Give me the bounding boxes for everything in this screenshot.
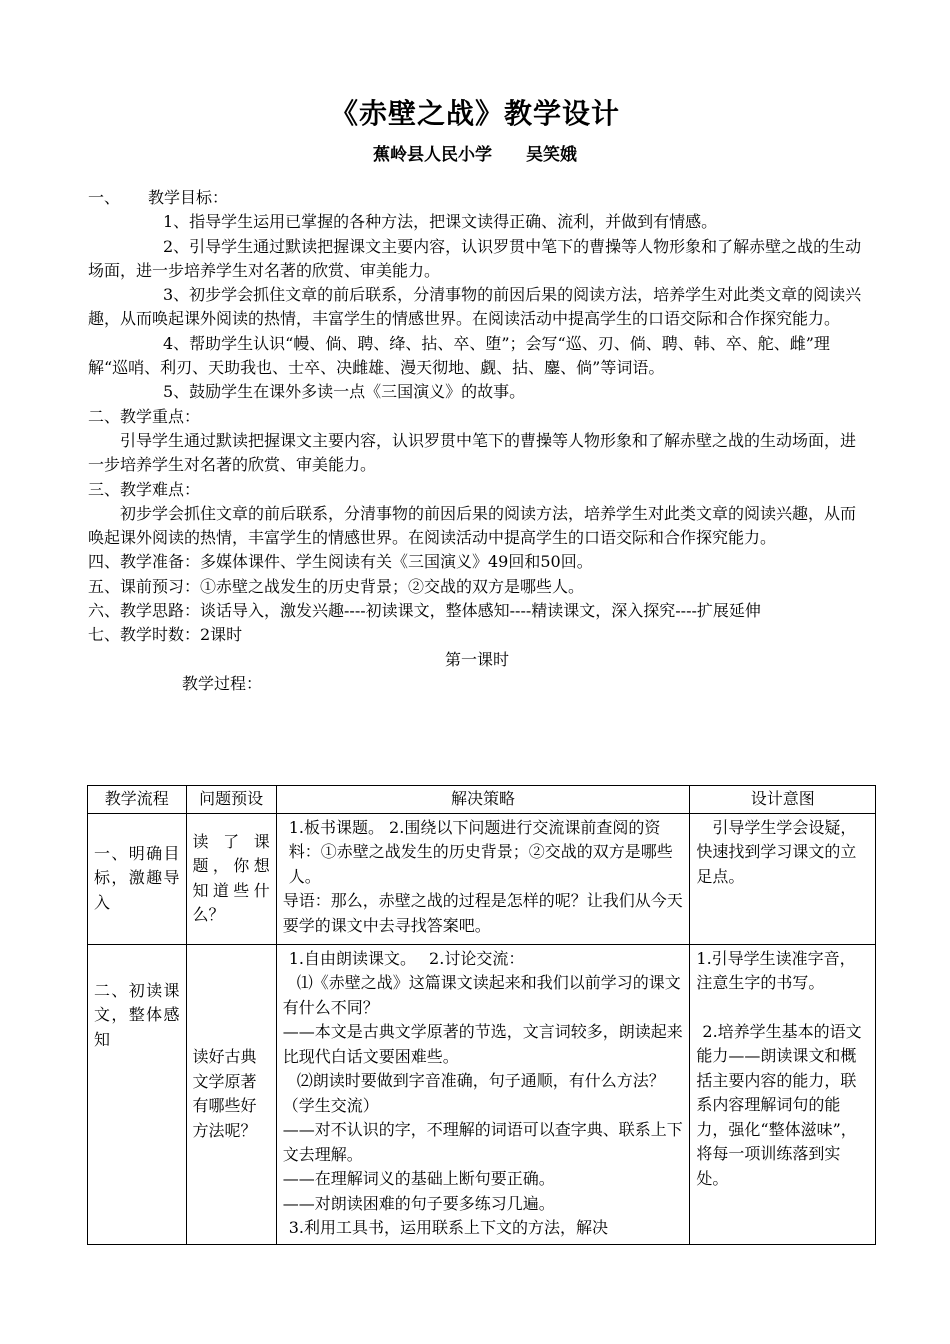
objectives-heading: 一、 教学目标： xyxy=(88,188,229,207)
objective-item: 5、鼓励学生在课外多读一点《三国演义》的故事。 xyxy=(163,382,526,402)
objective-item: 1、指导学生运用已掌握的各种方法，把课文读得正确、流利，并做到有情感。 xyxy=(163,212,718,232)
hours-line: 七、教学时数：2课时 xyxy=(88,625,243,645)
stage-cell: 一、明确目标，激趣导入 xyxy=(88,813,187,944)
preview-line: 五、课前预习：①赤壁之战发生的历史背景；②交战的双方是哪些人。 xyxy=(88,576,585,596)
header-intent: 设计意图 xyxy=(690,786,876,814)
objective-item: 3、初步学会抓住文章的前后联系，分清事物的前因后果的阅读方法，培养学生对此类文章的阅读兴趣，从而唤起课外阅读的热情，丰富学生的情感世界。在阅读活动中提高学生的口语交际和合作探究能力。 xyxy=(88,285,862,329)
question-cell: 读了课题，你想知道些什么？ xyxy=(186,813,276,944)
key-point-heading: 二、教学重点： xyxy=(88,406,201,426)
lesson-plan-table xyxy=(87,785,876,1245)
preparation-line: 四、教学准备：多媒体课件、学生阅读有关《三国演义》49回和50回。 xyxy=(88,552,593,572)
question-cell: 读好古典文学原著有哪些好方法呢？ xyxy=(186,944,276,1244)
table-row xyxy=(88,813,876,944)
header-stage: 教学流程 xyxy=(88,786,187,814)
lesson-title: 第一课时 xyxy=(444,649,509,669)
objective-item: 4、帮助学生认识“幔、倘、聘、绛、拈、卒、堕”；会写“巡、刃、倘、聘、韩、卒、舵、雌”理解“巡哨、利刃、天助我也、士卒、决雌雄、漫天彻地、觑、拈、鏖、倘”等词语。 xyxy=(88,333,830,378)
header-question: 问题预设 xyxy=(186,786,276,814)
approach-line: 六、教学思路：谈话导入，激发兴趣----初读课文，整体感知----精读课文，深入探究----扩展延伸 xyxy=(88,601,761,621)
document-body xyxy=(88,186,866,696)
strategy-cell: 1.板书课题。 2.围绕以下问题进行交流课前查阅的资料：①赤壁之战发生的历史背景；②交战的双方是哪些人。 导语：那么，赤壁之战的过程是怎样的呢？让我们从今天要学的课文中去寻找答案吧。 xyxy=(276,813,690,944)
header-strategy: 解决策略 xyxy=(276,786,690,814)
table-header-row xyxy=(88,786,876,814)
intent-cell: 引导学生学会设疑，快速找到学习课文的立足点。 xyxy=(690,813,876,944)
subtitle xyxy=(0,140,950,165)
difficulty-heading: 三、教学难点： xyxy=(88,479,201,499)
stage-cell: 二、初读课文，整体感知 xyxy=(88,944,187,1244)
table-row xyxy=(88,944,876,1244)
key-point-text: 引导学生通过默读把握课文主要内容，认识罗贯中笔下的曹操等人物形象和了解赤壁之战的生动场面，进一步培养学生对名著的欣赏、审美能力。 xyxy=(88,430,857,475)
objective-item: 2、引导学生通过默读把握课文主要内容，认识罗贯中笔下的曹操等人物形象和了解赤壁之战的生动场面，进一步培养学生对名著的欣赏、审美能力。 xyxy=(88,236,862,280)
page-title: 《赤壁之战》教学设计 xyxy=(329,97,620,130)
author-name: 吴笑娥 xyxy=(526,145,577,165)
intent-cell: 1.引导学生读准字音，注意生字的书写。 2.培养学生基本的语文能力——朗读课文和概括主要内容的能力，联系内容理解词句的能力，强化“整体滋味”，将每一项训练落到实处。 xyxy=(690,944,876,1244)
difficulty-text: 初步学会抓住文章的前后联系，分清事物的前因后果的阅读方法，培养学生对此类文章的阅读兴趣，从而唤起课外阅读的热情，丰富学生的情感世界。在阅读活动中提高学生的口语交际和合作探究能力。 xyxy=(88,503,857,548)
school-name: 蕉岭县人民小学 xyxy=(373,145,492,165)
strategy-cell: 1.自由朗读课文。 2.讨论交流： ⑴《赤壁之战》这篇课文读起来和我们以前学习的课文有什么不同？ ——本文是古典文学原著的节选，文言词较多，朗读起来比现代白话文要困难些。 ⑵朗读时要做到字音准确，句子通顺，有什么方法？（学生交流） ——对不认识的字，不理解的词语可以查字典、联系上下文去理解。 ——在理解词义的基础上断句要正确。 ——对朗读困难的句子要多练习几遍。 3.利用工具书，运用联系上下文的方法，解决 xyxy=(276,944,690,1244)
process-label: 教学过程： xyxy=(182,673,263,693)
